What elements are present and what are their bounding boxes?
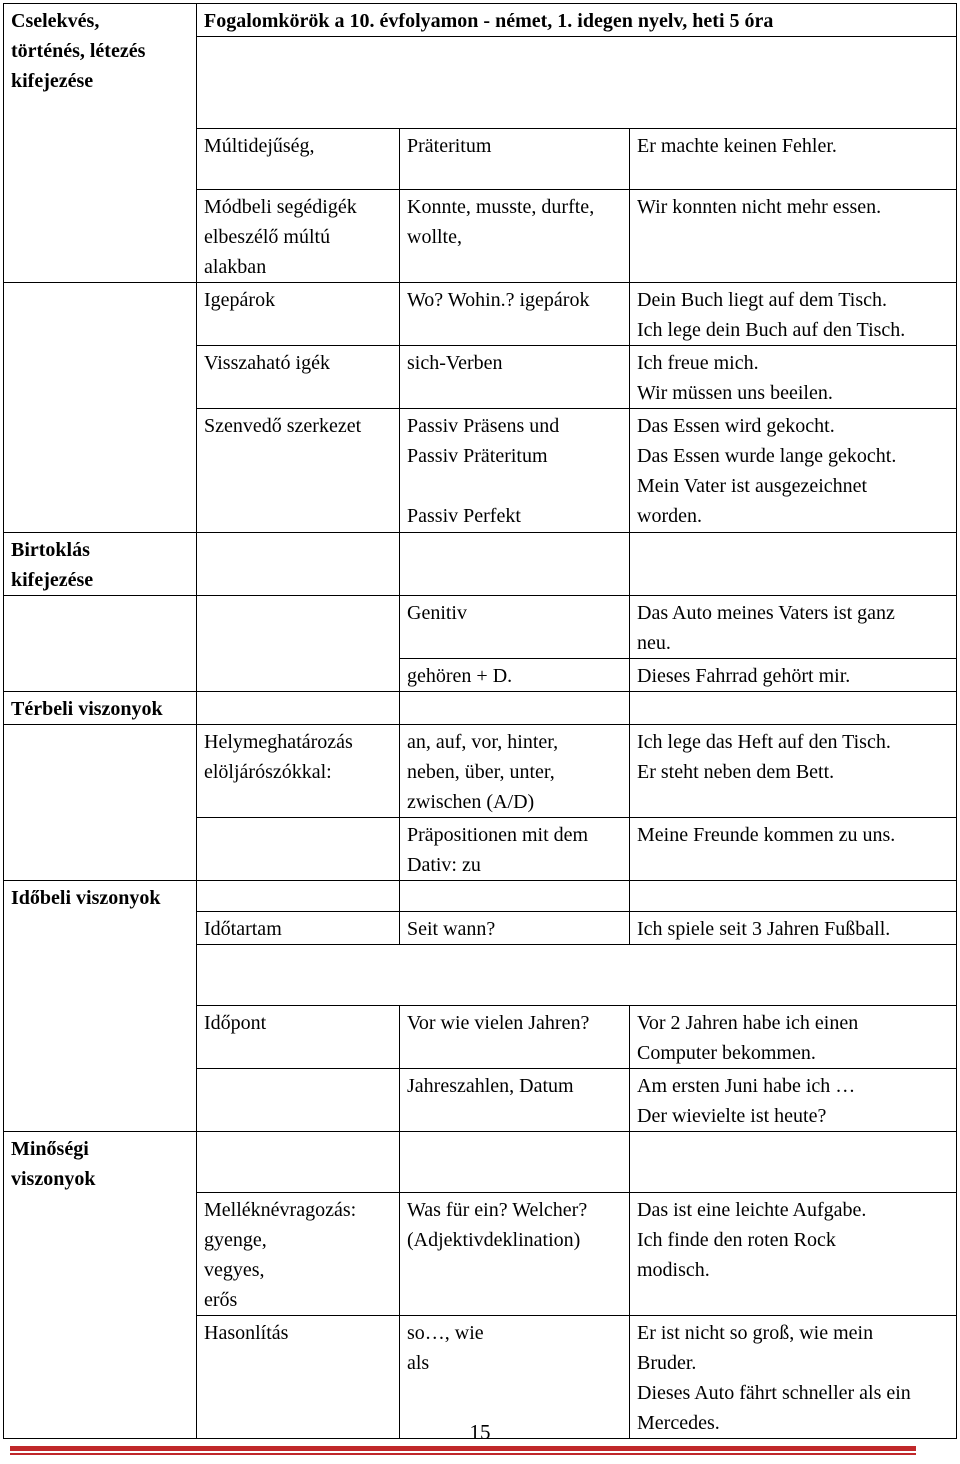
text-line: Was für ein? Welcher?: [407, 1199, 588, 1221]
blank-cell: [197, 533, 400, 596]
blank-cell: [4, 596, 197, 692]
text-line: vegyes,: [204, 1259, 265, 1281]
text-line: Mercedes.: [637, 1412, 720, 1434]
text-line: Vor 2 Jahren habe ich einen: [637, 1012, 859, 1034]
form-cell: [400, 596, 630, 659]
text-line: Szenvedő szerkezet: [204, 415, 362, 437]
text-line: Ich spiele seit 3 Jahren Fußball.: [637, 918, 891, 940]
form-cell: [400, 725, 630, 818]
text-line: Helymeghatározás: [204, 731, 353, 753]
text-line: alakban: [204, 256, 267, 278]
form-cell: [400, 1193, 630, 1316]
footer-rule: [10, 1446, 916, 1451]
text-line: történés, létezés: [11, 40, 146, 62]
text-line: Dieses Fahrrad gehört mir.: [637, 665, 851, 687]
text-line: Passiv Präteritum: [407, 445, 548, 467]
text-line: Jahreszahlen, Datum: [407, 1075, 574, 1097]
text-line: wollte,: [407, 226, 462, 248]
text-line: Wir konnten nicht mehr essen.: [637, 196, 882, 218]
text-line: worden.: [637, 505, 702, 527]
blank-cell: [4, 283, 197, 533]
blank-cell: [197, 818, 400, 881]
category-minosegi: [4, 1132, 197, 1439]
blank-cell: [400, 533, 630, 596]
text-line: Präteritum: [407, 135, 492, 157]
text-line: Időpont: [204, 1012, 267, 1034]
text-line: Bruder.: [637, 1352, 697, 1374]
topic-cell: [197, 725, 400, 818]
text-line: Időbeli viszonyok: [11, 887, 161, 909]
text-line: gyenge,: [204, 1229, 267, 1251]
text-line: als: [407, 1352, 430, 1374]
form-cell: [400, 409, 630, 533]
text-line: zwischen (A/D): [407, 791, 535, 813]
text-line: Ich lege dein Buch auf den Tisch.: [637, 319, 906, 341]
text-line: Dativ: zu: [407, 854, 481, 876]
text-line: Das Essen wurde lange gekocht.: [637, 445, 897, 467]
text-line: elbeszélő múltú: [204, 226, 331, 248]
blank-cell: [400, 1132, 630, 1193]
table-title: Fogalomkörök a 10. évfolyamon - német, 1. idegen nyelv, heti 5 óra: [197, 4, 957, 37]
example-cell: [630, 596, 957, 659]
text-line: Das Essen wird gekocht.: [637, 415, 835, 437]
topic-cell: [197, 409, 400, 533]
text-line: Passiv Perfekt: [407, 505, 521, 527]
text-line: Mein Vater ist ausgezeichnet: [637, 475, 868, 497]
text-line: Am ersten Juni habe ich …: [637, 1075, 856, 1097]
text-line: neu.: [637, 632, 671, 654]
category-cselekves: [4, 4, 197, 283]
text-line: Meine Freunde kommen zu uns.: [637, 824, 896, 846]
text-line: Konnte, musste, durfte,: [407, 196, 595, 218]
example-cell: [630, 659, 957, 692]
blank-cell: [197, 596, 400, 692]
example-cell: [630, 818, 957, 881]
text-line: Birtoklás: [11, 539, 90, 561]
category-birtoklas: [4, 533, 197, 596]
topic-cell: [197, 1193, 400, 1316]
text-line: Computer bekommen.: [637, 1042, 816, 1064]
text-line: neben, über, unter,: [407, 761, 555, 783]
text-line: Er machte keinen Fehler.: [637, 135, 837, 157]
text-line: Térbeli viszonyok: [11, 698, 163, 720]
text-line: Vor wie vielen Jahren?: [407, 1012, 590, 1034]
text-line: Er ist nicht so groß, wie mein: [637, 1322, 874, 1344]
text-line: sich-Verben: [407, 352, 503, 374]
form-cell: [400, 283, 630, 346]
blank-cell: [630, 881, 957, 912]
form-cell: [400, 346, 630, 409]
blank-cell: [197, 1132, 400, 1193]
text-line: Visszaható igék: [204, 352, 330, 374]
blank-cell: [197, 1069, 400, 1132]
form-cell: [400, 129, 630, 190]
blank-cell: [400, 881, 630, 912]
category-idobeli: [4, 881, 197, 1132]
example-cell: [630, 912, 957, 945]
text-line: erős: [204, 1289, 238, 1311]
text-line: Ich freue mich.: [637, 352, 759, 374]
text-line: kifejezése: [11, 70, 94, 92]
example-cell: [630, 190, 957, 283]
text-line: viszonyok: [11, 1168, 96, 1190]
text-line: Igepárok: [204, 289, 276, 311]
blank-cell: [197, 881, 400, 912]
text-line: kifejezése: [11, 569, 94, 591]
blank-cell: [400, 692, 630, 725]
example-cell: [630, 283, 957, 346]
text-line: so…, wie: [407, 1322, 484, 1344]
blank-cell: [4, 725, 197, 881]
text-line: Passiv Präsens und: [407, 415, 560, 437]
text-line: Ich finde den roten Rock: [637, 1229, 836, 1251]
form-cell: [400, 659, 630, 692]
text-line: elöljárószókkal:: [204, 761, 332, 783]
form-cell: [400, 818, 630, 881]
topic-cell: [197, 912, 400, 945]
text-line: Dieses Auto fährt schneller als ein: [637, 1382, 911, 1404]
topic-cell: [197, 283, 400, 346]
text-line: Minőségi: [11, 1138, 89, 1160]
text-line: Das ist eine leichte Aufgabe.: [637, 1199, 867, 1221]
category-terbeli: [4, 692, 197, 725]
topic-cell: [197, 346, 400, 409]
text-line: Hasonlítás: [204, 1322, 289, 1344]
form-cell: [400, 912, 630, 945]
blank-cell: [197, 37, 957, 129]
footer-rule-thin: [10, 1453, 916, 1455]
blank-cell: [197, 692, 400, 725]
text-line: an, auf, vor, hinter,: [407, 731, 559, 753]
text-line: gehören + D.: [407, 665, 513, 687]
text-line: Genitiv: [407, 602, 467, 624]
text-line: Dein Buch liegt auf dem Tisch.: [637, 289, 887, 311]
text-line: Melléknévragozás:: [204, 1199, 357, 1221]
text-line: Módbeli segédigék: [204, 196, 357, 218]
page-number: 15: [469, 1420, 491, 1444]
text-line: (Adjektivdeklination): [407, 1229, 581, 1251]
form-cell: [400, 1069, 630, 1132]
example-cell: [630, 346, 957, 409]
topic-cell: [197, 129, 400, 190]
topic-cell: [197, 1006, 400, 1069]
topic-cell: [197, 190, 400, 283]
blank-cell: [630, 692, 957, 725]
blank-cell: [630, 533, 957, 596]
example-cell: [630, 129, 957, 190]
form-cell: [400, 190, 630, 283]
curriculum-table: [3, 3, 957, 1439]
text-line: Wir müssen uns beeilen.: [637, 382, 833, 404]
text-line: Cselekvés,: [11, 10, 100, 32]
form-cell: [400, 1006, 630, 1069]
blank-cell: [197, 945, 957, 1006]
text-line: Múltidejűség,: [204, 135, 315, 157]
blank-cell: [630, 1132, 957, 1193]
text-line: Präpositionen mit dem: [407, 824, 589, 846]
example-cell: [630, 1006, 957, 1069]
text-line: modisch.: [637, 1259, 710, 1281]
text-line: Wo? Wohin.? igepárok: [407, 289, 590, 311]
text-line: Das Auto meines Vaters ist ganz: [637, 602, 895, 624]
text-line: Der wievielte ist heute?: [637, 1105, 827, 1127]
text-line: Ich lege das Heft auf den Tisch.: [637, 731, 891, 753]
text-line: Er steht neben dem Bett.: [637, 761, 835, 783]
text-line: [407, 471, 629, 501]
example-cell: [630, 409, 957, 533]
text-line: Időtartam: [204, 918, 282, 940]
text-line: Seit wann?: [407, 918, 496, 940]
example-cell: [630, 725, 957, 818]
example-cell: [630, 1069, 957, 1132]
example-cell: [630, 1193, 957, 1316]
